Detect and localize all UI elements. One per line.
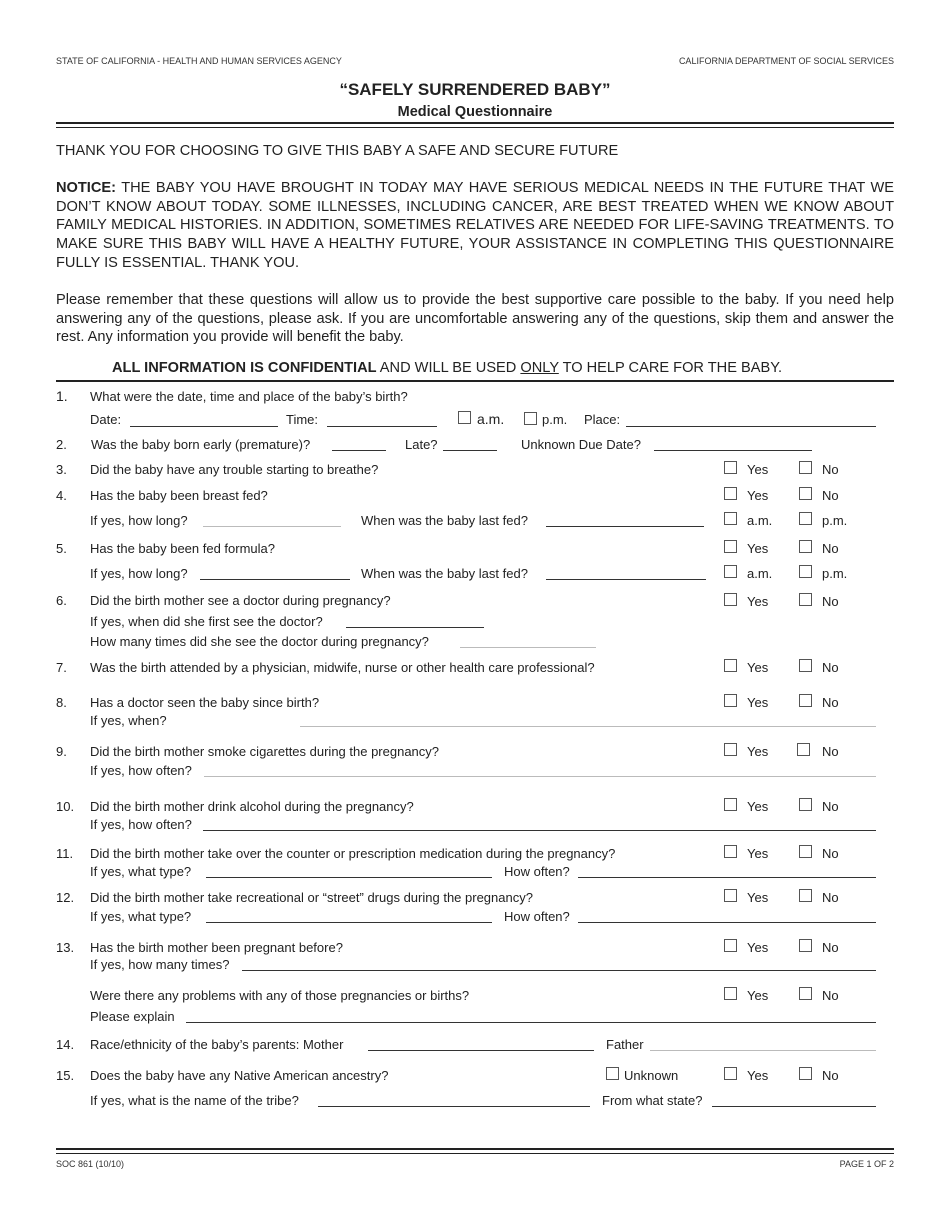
q4-no-checkbox[interactable] <box>799 487 812 500</box>
q8a-text: If yes, when? <box>90 713 167 728</box>
q6a-field[interactable] <box>346 627 484 628</box>
q7-yes-checkbox[interactable] <box>724 659 737 672</box>
q15-unknown-checkbox[interactable] <box>606 1067 619 1080</box>
q13b-yes-checkbox[interactable] <box>724 987 737 1000</box>
q3-number: 3. <box>56 462 67 477</box>
q5-last-fed-field[interactable] <box>546 579 706 580</box>
q13b-no-checkbox[interactable] <box>799 987 812 1000</box>
q8-no-checkbox[interactable] <box>799 694 812 707</box>
q11-type-label: If yes, what type? <box>90 864 192 879</box>
unknown-due-label: Unknown Due Date? <box>521 437 641 452</box>
time-field[interactable] <box>327 426 437 427</box>
q5-pm-label: p.m. <box>822 566 848 581</box>
tribe-field[interactable] <box>318 1106 590 1107</box>
q12-often-label: How often? <box>504 909 570 924</box>
q15-unknown-label: Unknown <box>624 1068 679 1083</box>
q9-text: Did the birth mother smoke cigarettes during the pregnancy? <box>90 744 440 759</box>
q13a-field[interactable] <box>242 970 876 971</box>
q11-number: 11. <box>56 846 74 861</box>
q12-yes-label: Yes <box>747 890 769 905</box>
q4-pm-label: p.m. <box>822 513 848 528</box>
q7-no-checkbox[interactable] <box>799 659 812 672</box>
q10-no-label: No <box>822 799 839 814</box>
q11-no-checkbox[interactable] <box>799 845 812 858</box>
q8-number: 8. <box>56 695 67 710</box>
mother-ethnicity-field[interactable] <box>368 1050 594 1051</box>
q6-text: Did the birth mother see a doctor during pregnancy? <box>90 593 391 608</box>
q12-type-field[interactable] <box>206 922 492 923</box>
q9-yes-label: Yes <box>747 744 769 759</box>
q13-yes-label: Yes <box>747 940 769 955</box>
state-label: From what state? <box>602 1093 703 1108</box>
confidential-only: ONLY <box>520 360 559 376</box>
q8-text: Has a doctor seen the baby since birth? <box>90 695 320 710</box>
place-field[interactable] <box>626 426 876 427</box>
q4-yes-checkbox[interactable] <box>724 487 737 500</box>
q10-no-checkbox[interactable] <box>799 798 812 811</box>
q10a-field[interactable] <box>203 830 876 831</box>
title-rule-top <box>56 122 894 124</box>
q5-how-long-label: If yes, how long? <box>90 566 188 581</box>
birth-pm-label: p.m. <box>542 412 568 427</box>
q13c-field[interactable] <box>186 1022 876 1023</box>
father-ethnicity-field[interactable] <box>650 1050 876 1051</box>
q4-am-label: a.m. <box>747 513 773 528</box>
q15-number: 15. <box>56 1068 75 1083</box>
q3-no-checkbox[interactable] <box>799 461 812 474</box>
q11-type-field[interactable] <box>206 877 492 878</box>
birth-am-checkbox[interactable] <box>458 411 471 424</box>
notice-paragraph <box>56 179 894 273</box>
q6-number: 6. <box>56 593 67 608</box>
q3-yes-label: Yes <box>747 462 769 477</box>
q9a-field[interactable] <box>204 776 876 777</box>
footer-rule-bottom <box>56 1153 894 1154</box>
q15-no-checkbox[interactable] <box>799 1067 812 1080</box>
q13-text: Has the birth mother been pregnant before? <box>90 940 343 955</box>
state-field[interactable] <box>712 1106 876 1107</box>
q14-number: 14. <box>56 1037 75 1052</box>
q15-yes-label: Yes <box>747 1068 769 1083</box>
place-label: Place: <box>584 412 621 427</box>
q4-how-long-field[interactable] <box>203 526 341 527</box>
q10-yes-label: Yes <box>747 799 769 814</box>
q5-am-label: a.m. <box>747 566 773 581</box>
thank-you-line: THANK YOU FOR CHOOSING TO GIVE THIS BABY A SAFE AND SECURE FUTURE <box>56 143 619 159</box>
title-rule-bottom <box>56 127 894 128</box>
date-label: Date: <box>90 412 122 427</box>
q4-no-label: No <box>822 488 839 503</box>
q4-pm-checkbox[interactable] <box>799 512 812 525</box>
q2-text: Was the baby born early (premature)? <box>91 437 311 452</box>
notice-text: THE BABY YOU HAVE BROUGHT IN TODAY MAY HAVE SERIOUS MEDICAL NEEDS IN THE FUTURE THAT WE DON’T KNOW ABOUT TODAY. SOME ILLNESSES, INCLUDING CANCER, ARE BEST TREATED WHEN WE KNOW ABOUT FAMILY MEDICAL HISTORIES. IN ADDITION, SOMETIMES RELATIVES ARE NEEDED FOR LIFE-SAVING TREATMENTS. TO MAKE SURE THIS BABY WILL HAVE A HEALTHY FUTURE, YOUR ASSISTANCE IN COMPLETING THIS QUESTIONNAIRE FULLY IS ESSENTIAL. THANK YOU. <box>56 180 894 271</box>
q9-number: 9. <box>56 744 67 759</box>
birth-am-label: a.m. <box>477 411 505 427</box>
q4-last-fed-field[interactable] <box>546 526 704 527</box>
confidential-end: TO HELP CARE FOR THE BABY. <box>558 360 783 376</box>
q11-no-label: No <box>822 846 839 861</box>
q1-number: 1. <box>56 388 68 404</box>
q6-no-label: No <box>822 594 839 609</box>
q4-number: 4. <box>56 488 67 503</box>
q10-yes-checkbox[interactable] <box>724 798 737 811</box>
page-number: PAGE 1 OF 2 <box>839 1159 894 1169</box>
q11-yes-checkbox[interactable] <box>724 845 737 858</box>
q15-yes-checkbox[interactable] <box>724 1067 737 1080</box>
q8a-field[interactable] <box>300 726 876 727</box>
q5-text: Has the baby been fed formula? <box>90 541 276 556</box>
q13-number: 13. <box>56 940 75 955</box>
q6-yes-label: Yes <box>747 594 769 609</box>
q13-no-checkbox[interactable] <box>799 939 812 952</box>
q5-no-checkbox[interactable] <box>799 540 812 553</box>
agency-left: STATE OF CALIFORNIA - HEALTH AND HUMAN SERVICES AGENCY <box>56 56 342 66</box>
q7-text: Was the birth attended by a physician, midwife, nurse or other health care professional? <box>90 660 595 675</box>
q8-no-label: No <box>822 695 839 710</box>
q13a-text: If yes, how many times? <box>90 957 230 972</box>
q10a-text: If yes, how often? <box>90 817 192 832</box>
tribe-label: If yes, what is the name of the tribe? <box>90 1093 299 1108</box>
q15-no-label: No <box>822 1068 839 1083</box>
q12-text: Did the birth mother take recreational or “street” drugs during the pregnancy? <box>90 890 533 905</box>
q13b-yes-label: Yes <box>747 988 769 1003</box>
q8-yes-checkbox[interactable] <box>724 694 737 707</box>
q3-no-label: No <box>822 462 839 477</box>
q5-am-checkbox[interactable] <box>724 565 737 578</box>
q7-yes-label: Yes <box>747 660 769 675</box>
q10-number: 10. <box>56 799 75 814</box>
form-title: “SAFELY SURRENDERED BABY” <box>339 80 611 99</box>
unknown-due-field[interactable] <box>654 450 812 451</box>
q10-text: Did the birth mother drink alcohol during the pregnancy? <box>90 799 414 814</box>
q4-am-checkbox[interactable] <box>724 512 737 525</box>
late-field[interactable] <box>443 450 497 451</box>
q11-text: Did the birth mother take over the counter or prescription medication during the pregnancy? <box>90 846 616 861</box>
q5-yes-checkbox[interactable] <box>724 540 737 553</box>
late-label: Late? <box>405 437 438 452</box>
q6-yes-checkbox[interactable] <box>724 593 737 606</box>
q12-no-label: No <box>822 890 839 905</box>
q1-text: What were the date, time and place of the baby’s birth? <box>90 389 408 404</box>
father-label: Father <box>606 1037 644 1052</box>
q4-how-long-label: If yes, how long? <box>90 513 188 528</box>
birth-pm-checkbox[interactable] <box>524 412 537 425</box>
q11-yes-label: Yes <box>747 846 769 861</box>
q5-last-fed-label: When was the baby last fed? <box>361 566 528 581</box>
q13b-no-label: No <box>822 988 839 1003</box>
form-subtitle: Medical Questionnaire <box>397 104 553 120</box>
q3-yes-checkbox[interactable] <box>724 461 737 474</box>
q5-how-long-field[interactable] <box>200 579 350 580</box>
q7-no-label: No <box>822 660 839 675</box>
q6-no-checkbox[interactable] <box>799 593 812 606</box>
q4-last-fed-label: When was the baby last fed? <box>361 513 528 528</box>
q6b-field[interactable] <box>460 647 596 648</box>
q7-number: 7. <box>56 660 67 675</box>
time-label: Time: <box>286 412 319 427</box>
q4-yes-label: Yes <box>747 488 769 503</box>
q13c-text: Please explain <box>90 1009 175 1024</box>
q12-no-checkbox[interactable] <box>799 889 812 902</box>
q13-yes-checkbox[interactable] <box>724 939 737 952</box>
q12-type-label: If yes, what type? <box>90 909 192 924</box>
confidential-bold: ALL INFORMATION IS CONFIDENTIAL <box>112 360 377 376</box>
q2-number: 2. <box>56 437 67 452</box>
q12-yes-checkbox[interactable] <box>724 889 737 902</box>
q5-no-label: No <box>822 541 839 556</box>
q11-often-label: How often? <box>504 864 570 879</box>
premature-field[interactable] <box>332 450 386 451</box>
questions-rule <box>56 380 894 382</box>
q5-number: 5. <box>56 541 67 556</box>
q9-no-checkbox[interactable] <box>797 743 810 756</box>
q14-text: Race/ethnicity of the baby’s parents: Mother <box>90 1037 344 1052</box>
q6b-text: How many times did she see the doctor during pregnancy? <box>90 634 429 649</box>
remember-paragraph: Please remember that these questions will allow us to provide the best supportive care possible to the baby. If you need help answering any of the questions, please ask. If you are uncomfortable answering any of the questions, skip them and answer the rest. Any information you provide will benefit the baby. <box>56 292 894 346</box>
q15-text: Does the baby have any Native American ancestry? <box>90 1068 389 1083</box>
q6a-text: If yes, when did she first see the doctor? <box>90 614 323 629</box>
q12-number: 12. <box>56 890 75 905</box>
q9a-text: If yes, how often? <box>90 763 192 778</box>
confidential-line <box>112 360 782 376</box>
q8-yes-label: Yes <box>747 695 769 710</box>
q5-yes-label: Yes <box>747 541 769 556</box>
q4-text: Has the baby been breast fed? <box>90 488 268 503</box>
q9-yes-checkbox[interactable] <box>724 743 737 756</box>
q3-text: Did the baby have any trouble starting to breathe? <box>90 462 379 477</box>
notice-label: NOTICE: <box>56 180 116 196</box>
q11-often-field[interactable] <box>578 877 876 878</box>
confidential-mid: AND WILL BE USED <box>376 360 521 376</box>
form-id: SOC 861 (10/10) <box>56 1159 125 1169</box>
q13-no-label: No <box>822 940 839 955</box>
q12-often-field[interactable] <box>578 922 876 923</box>
date-field[interactable] <box>130 426 278 427</box>
q13b-text: Were there any problems with any of those pregnancies or births? <box>90 988 470 1003</box>
footer-rule-top <box>56 1148 894 1150</box>
q5-pm-checkbox[interactable] <box>799 565 812 578</box>
q9-no-label: No <box>822 744 839 759</box>
agency-right: CALIFORNIA DEPARTMENT OF SOCIAL SERVICES <box>678 56 894 66</box>
